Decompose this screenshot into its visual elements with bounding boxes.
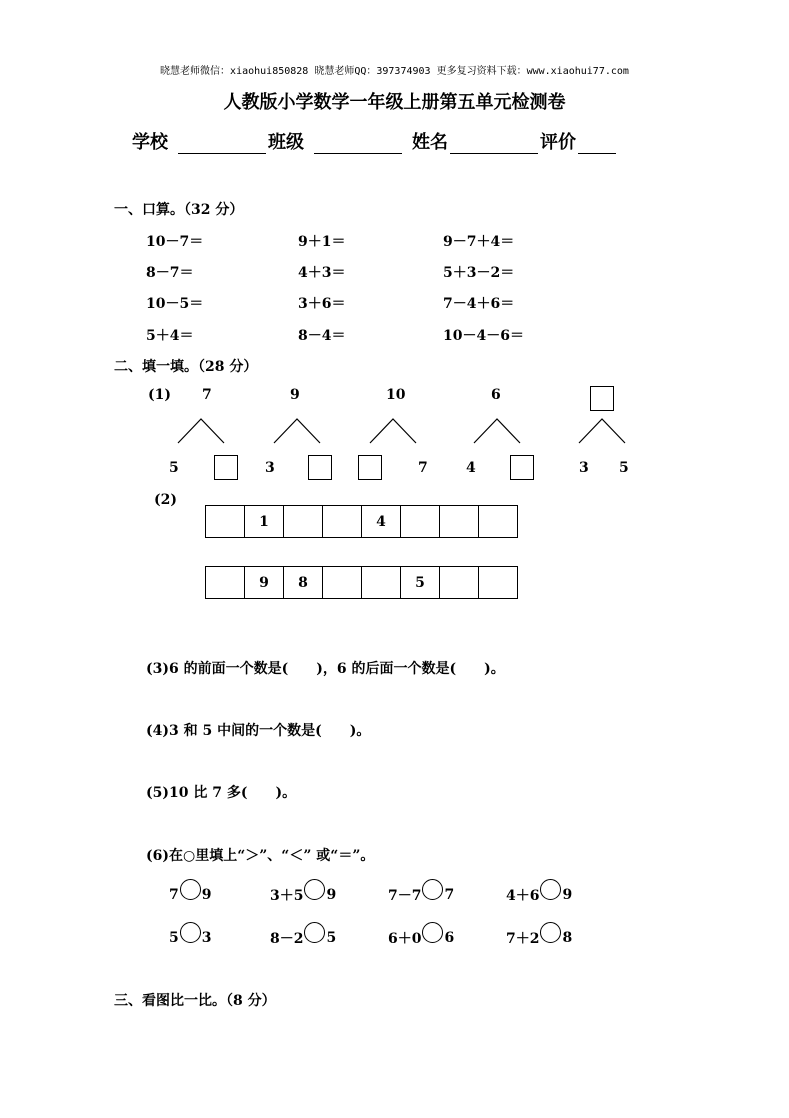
- page-title: 人教版小学数学一年级上册第五单元检测卷: [223, 92, 566, 113]
- q4-text: (4)3 和 5 中间的一个数是( )。: [146, 723, 371, 739]
- strip-cell[interactable]: [206, 567, 245, 599]
- strip-cell[interactable]: [206, 506, 245, 538]
- compare-left: 7＋2: [506, 930, 540, 947]
- tree-left-number: 3: [265, 460, 275, 476]
- calc-item: 9＋1＝: [298, 234, 346, 250]
- compare-left: 8－2: [270, 930, 304, 947]
- compare-item: [169, 884, 212, 905]
- calc-item: 7－4＋6＝: [443, 296, 515, 312]
- compare-left: 5: [169, 929, 179, 946]
- compare-right: 9: [326, 886, 337, 903]
- calc-item: 9－7＋4＝: [443, 234, 515, 250]
- compare-right: 7: [444, 886, 455, 903]
- compare-item: [388, 884, 454, 905]
- branch-lines: [370, 418, 416, 444]
- compare-item: [506, 927, 572, 948]
- calc-item: 8－4＝: [298, 328, 346, 344]
- compare-circle[interactable]: [422, 879, 443, 900]
- compare-item: [506, 884, 572, 905]
- name-blank[interactable]: [450, 133, 538, 154]
- compare-right: 6: [444, 929, 455, 946]
- strip-cell[interactable]: [479, 567, 518, 599]
- q2-label: (2): [154, 492, 177, 508]
- strip-cell[interactable]: [401, 506, 440, 538]
- strip-cell[interactable]: [440, 506, 479, 538]
- answer-box[interactable]: [590, 386, 614, 411]
- compare-right: 3: [201, 929, 212, 946]
- tree-left-number: 3: [579, 460, 589, 476]
- section3-heading: 三、看图比一比。（8 分）: [114, 993, 276, 1009]
- school-label: 学校: [132, 132, 168, 153]
- calc-item: 5＋4＝: [146, 328, 194, 344]
- branch-lines: [474, 418, 520, 444]
- compare-circle[interactable]: [180, 879, 201, 900]
- answer-box[interactable]: [358, 455, 382, 480]
- tree-right-number: 7: [418, 460, 428, 476]
- number-strip-2: [205, 566, 518, 599]
- strip-cell[interactable]: 9: [245, 567, 284, 599]
- compare-item: [270, 927, 336, 948]
- compare-left: 7－7: [388, 887, 422, 904]
- compare-right: 9: [562, 886, 573, 903]
- answer-box[interactable]: [510, 455, 534, 480]
- compare-circle[interactable]: [422, 922, 443, 943]
- strip-cell[interactable]: [284, 506, 323, 538]
- school-blank[interactable]: [178, 133, 266, 154]
- class-blank[interactable]: [314, 133, 402, 154]
- strip-cell[interactable]: [440, 567, 479, 599]
- grade-blank[interactable]: [578, 133, 616, 154]
- compare-circle[interactable]: [180, 922, 201, 943]
- strip-cell[interactable]: 4: [362, 506, 401, 538]
- compare-circle[interactable]: [304, 922, 325, 943]
- compare-left: 6＋0: [388, 930, 422, 947]
- strip-cell[interactable]: [362, 567, 401, 599]
- calc-item: 3＋6＝: [298, 296, 346, 312]
- compare-circle[interactable]: [540, 879, 561, 900]
- header-note: 晓慧老师微信：xiaohui850828 晓慧老师QQ：397374903 更多复习资料下载：www.xiaohui77.com: [160, 66, 629, 77]
- compare-circle[interactable]: [304, 879, 325, 900]
- strip-cell[interactable]: 5: [401, 567, 440, 599]
- strip-cell[interactable]: [323, 567, 362, 599]
- name-label: 姓名: [412, 132, 448, 153]
- q5-text: (5)10 比 7 多( )。: [146, 785, 297, 801]
- tree-top-number: 7: [202, 387, 212, 403]
- compare-item: [270, 884, 336, 905]
- section2-heading: 二、填一填。（28 分）: [114, 359, 258, 375]
- compare-left: 3＋5: [270, 887, 304, 904]
- q1-label: (1): [148, 387, 171, 403]
- number-strip-1: [205, 505, 518, 538]
- tree-top-number: 10: [386, 387, 406, 403]
- student-info-row: [132, 128, 618, 154]
- branch-lines: [178, 418, 224, 444]
- compare-left: 4＋6: [506, 887, 540, 904]
- strip-cell[interactable]: 8: [284, 567, 323, 599]
- compare-right: 9: [201, 886, 212, 903]
- strip-cell[interactable]: [323, 506, 362, 538]
- q3-text: (3)6 的前面一个数是( )，6 的后面一个数是( )。: [146, 661, 505, 677]
- q6-text: (6)在○里填上“＞”、“＜” 或“＝”。: [146, 848, 375, 864]
- strip-cell[interactable]: [479, 506, 518, 538]
- answer-box[interactable]: [308, 455, 332, 480]
- tree-left-number: 5: [169, 460, 179, 476]
- compare-right: 8: [562, 929, 573, 946]
- compare-right: 5: [326, 929, 337, 946]
- compare-circle[interactable]: [540, 922, 561, 943]
- class-label: 班级: [268, 132, 304, 153]
- branch-lines: [579, 418, 625, 444]
- strip-cell[interactable]: 1: [245, 506, 284, 538]
- compare-left: 7: [169, 886, 179, 903]
- section1-heading: 一、口算。（32 分）: [114, 202, 244, 218]
- branch-lines: [274, 418, 320, 444]
- calc-item: 10－4－6＝: [443, 328, 524, 344]
- compare-item: [388, 927, 454, 948]
- tree-top-number: 9: [290, 387, 300, 403]
- tree-right-number: 5: [619, 460, 629, 476]
- tree-left-number: 4: [466, 460, 476, 476]
- grade-label: 评价: [540, 132, 576, 153]
- calc-item: 10－5＝: [146, 296, 204, 312]
- calc-item: 4＋3＝: [298, 265, 346, 281]
- compare-item: [169, 927, 212, 948]
- answer-box[interactable]: [214, 455, 238, 480]
- tree-top-number: 6: [491, 387, 501, 403]
- calc-item: 8－7＝: [146, 265, 194, 281]
- calc-item: 5＋3－2＝: [443, 265, 515, 281]
- calc-item: 10－7＝: [146, 234, 204, 250]
